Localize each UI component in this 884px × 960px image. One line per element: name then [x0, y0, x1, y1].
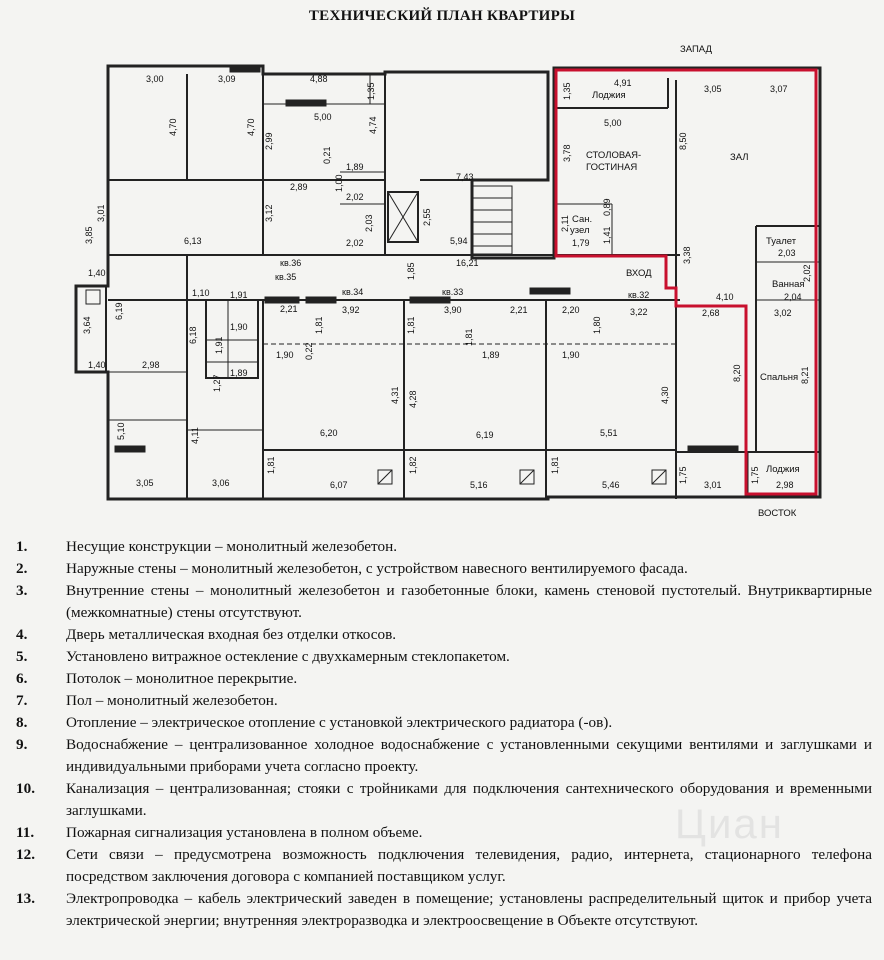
dim: 1,82 [408, 456, 418, 474]
dim: 4,10 [716, 292, 734, 302]
room-bath-2: узел [570, 225, 590, 236]
dim: 2,02 [346, 238, 364, 248]
dim: 1,40 [88, 360, 106, 370]
dim: 3,64 [82, 316, 92, 334]
dim: 3,06 [212, 478, 230, 488]
room-dining-1: СТОЛОВАЯ- [586, 150, 642, 161]
dim: 3,78 [562, 144, 572, 162]
dim: 0,21 [322, 146, 332, 164]
dim: 4,31 [390, 386, 400, 404]
room-toilet: Туалет [766, 236, 797, 247]
dim: 5,16 [470, 480, 488, 490]
dim: 3,38 [682, 246, 692, 264]
dim: 6,18 [188, 326, 198, 344]
document-title: ТЕХНИЧЕСКИЙ ПЛАН КВАРТИРЫ [308, 8, 576, 24]
dim: 1,81 [550, 456, 560, 474]
dim: 5,94 [450, 236, 468, 246]
dim: 0,89 [602, 198, 612, 216]
dim: 4,28 [408, 390, 418, 408]
dim: 2,21 [280, 304, 298, 314]
dim: 2,98 [776, 480, 794, 490]
dim: 4,11 [190, 427, 200, 444]
apartment-33: кв.33 [442, 287, 464, 297]
dim: 1,85 [406, 262, 416, 280]
dim: 5,51 [600, 428, 618, 438]
dim: 1,81 [464, 328, 474, 346]
dim: 2,02 [346, 192, 364, 202]
dim: 1,81 [266, 456, 276, 474]
dim: 3,09 [218, 74, 236, 84]
dim: 1,90 [276, 350, 294, 360]
dim: 1,27 [212, 374, 222, 392]
dim: 1,90 [562, 350, 580, 360]
dim: 6,19 [114, 302, 124, 320]
dim: 8,50 [678, 132, 688, 150]
dim: 3,01 [704, 480, 722, 490]
dim: 3,01 [96, 204, 106, 222]
dim: 1,75 [750, 466, 760, 484]
dim: 4,91 [614, 78, 632, 88]
dim: 2,55 [422, 208, 432, 226]
dim: 1,79 [572, 238, 590, 248]
compass-west: ЗАПАД [680, 44, 712, 55]
dim: 5,10 [116, 422, 126, 440]
apartment-36: кв.36 [280, 258, 302, 268]
dim: 3,02 [774, 308, 792, 318]
dim: 2,03 [364, 214, 374, 232]
room-bath-1: Сан. [572, 214, 593, 225]
dim: 2,99 [264, 132, 274, 150]
dim: 1,90 [230, 322, 248, 332]
dim: 8,20 [732, 364, 742, 382]
dim: 6,13 [184, 236, 202, 246]
dim: 3,22 [630, 307, 648, 317]
apartment-35: кв.35 [275, 272, 297, 282]
dim: 16,21 [456, 258, 479, 268]
dim: 3,85 [84, 226, 94, 244]
dim: 4,70 [246, 118, 256, 136]
dim: 2,04 [784, 292, 802, 302]
floor-plan [0, 30, 884, 522]
compass-east: ВОСТОК [758, 508, 797, 519]
dim: 2,98 [142, 360, 160, 370]
dim: 0,22 [304, 342, 314, 360]
dim: 1,91 [214, 336, 224, 354]
dim: 1,35 [562, 82, 572, 100]
dim: 1,75 [678, 466, 688, 484]
room-loggia-top: Лоджия [592, 90, 626, 101]
dim: 8,21 [800, 366, 810, 384]
dim: 2,89 [290, 182, 308, 192]
dim: 4,88 [310, 74, 328, 84]
dim: 1,10 [192, 288, 210, 298]
dim: 1,80 [592, 316, 602, 334]
dim: 2,21 [510, 305, 528, 315]
dim: 5,00 [314, 112, 332, 122]
dim: 2,20 [562, 305, 580, 315]
dim: 7,43 [456, 172, 474, 182]
watermark: Циан [674, 800, 784, 847]
dim: 3,00 [146, 74, 164, 84]
dim: 2,03 [778, 248, 796, 258]
dim: 4,30 [660, 386, 670, 404]
dim: 1,41 [602, 226, 612, 244]
dim: 3,05 [136, 478, 154, 488]
dim: 1,00 [334, 174, 344, 192]
room-entrance: ВХОД [626, 268, 652, 279]
room-loggia-bottom: Лоджия [766, 464, 800, 475]
dim: 6,07 [330, 480, 348, 490]
dim: 3,12 [264, 204, 274, 222]
dim: 2,02 [802, 264, 812, 282]
dim: 4,74 [368, 116, 378, 134]
dim: 3,92 [342, 305, 360, 315]
room-bedroom: Спальня [760, 372, 799, 383]
dim: 5,46 [602, 480, 620, 490]
dim: 1,89 [230, 368, 248, 378]
dim: 3,90 [444, 305, 462, 315]
dim: 1,89 [482, 350, 500, 360]
apartment-32: кв.32 [628, 290, 650, 300]
room-hall: ЗАЛ [730, 152, 749, 163]
dim: 6,20 [320, 428, 338, 438]
dim: 1,81 [314, 316, 324, 334]
dim: 1,91 [230, 290, 248, 300]
dim: 3,05 [704, 84, 722, 94]
dim: 4,70 [168, 118, 178, 136]
dim: 3,07 [770, 84, 788, 94]
dim: 1,35 [366, 82, 376, 100]
room-bathroom: Ванная [772, 279, 805, 290]
room-dining-2: ГОСТИНАЯ [586, 162, 638, 173]
dim: 2,68 [702, 308, 720, 318]
dim: 6,19 [476, 430, 494, 440]
dim: 5,00 [604, 118, 622, 128]
dim: 2,11 [560, 215, 570, 232]
dim: 1,81 [406, 316, 416, 334]
dim: 1,89 [346, 162, 364, 172]
dim: 1,40 [88, 268, 106, 278]
apartment-34: кв.34 [342, 287, 364, 297]
